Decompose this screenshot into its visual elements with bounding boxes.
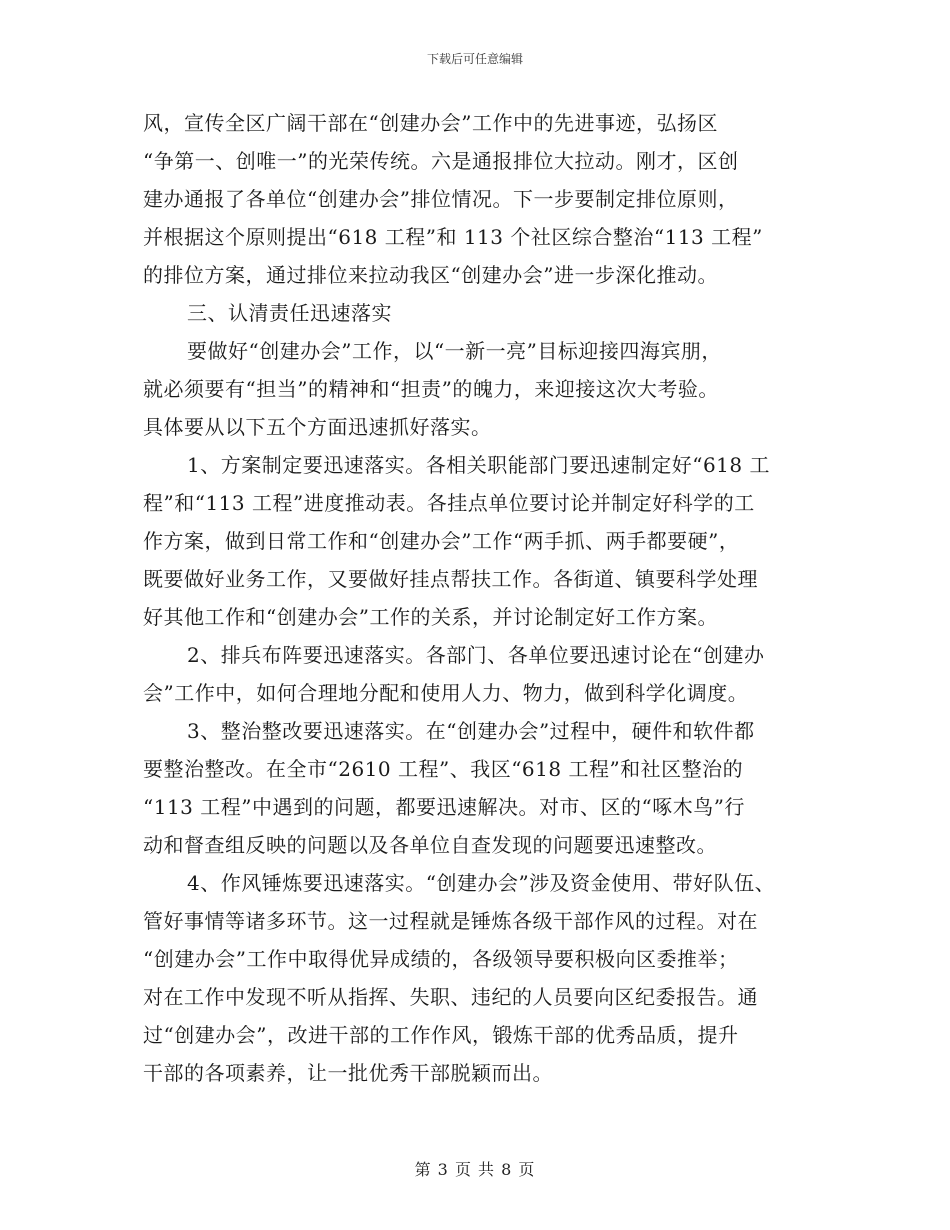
text-line-5: 的排位方案，通过排位来拉动我区“创建办会”进一步深化推动。 [143,263,718,287]
text-line-4: 并根据这个原则提出“618 工程”和 113 个社区综合整治“113 工程” [143,225,763,249]
text-line-11: 程”和“113 工程”进度推动表。各挂点单位要讨论并制定好科学的工 [143,491,755,515]
text-line-7: 要做好“创建办会”工作，以“一新一亮”目标迎接四海宾朋， [187,339,722,363]
text-line-18: 要整治整改。在全市“2610 工程”、我区“618 工程”和社区整治的 [143,757,744,781]
text-line-8: 就必须要有“担当”的精神和“担责”的魄力，来迎接这次大考验。 [143,377,719,401]
text-line-15: 2、排兵布阵要迅速落实。各部门、各单位要迅速讨论在“创建办 [187,643,765,667]
section-heading: 三、认清责任迅速落实 [187,301,392,325]
text-line-25: 过“创建办会”，改进干部的工作作风，锻炼干部的优秀品质，提升 [143,1023,739,1047]
text-line-14: 好其他工作和“创建办会”工作的关系，并讨论制定好工作方案。 [143,605,718,629]
text-line-23: “创建办会”工作中取得优异成绩的，各级领导要积极向区委推举； [143,947,739,971]
text-line-9: 具体要从以下五个方面迅速抓好落实。 [143,415,492,439]
text-line-19: “113 工程”中遇到的问题，都要迅速解决。对市、区的“啄木鸟”行 [143,795,745,819]
text-line-22: 管好事情等诸多环节。这一过程就是锤炼各级干部作风的过程。对在 [143,909,758,933]
text-line-24: 对在工作中发现不听从指挥、失职、违纪的人员要向区纪委报告。通 [143,985,758,1009]
text-line-13: 既要做好业务工作，又要做好挂点帮扶工作。各街道、镇要科学处理 [143,567,758,591]
text-line-12: 作方案，做到日常工作和“创建办会”工作“两手抓、两手都要硬”， [143,529,740,553]
text-line-21: 4、作风锤炼要迅速落实。“创建办会”涉及资金使用、带好队伍、 [187,871,776,895]
page-footer: 第 3 页 共 8 页 [414,1160,536,1179]
text-line-20: 动和督查组反映的问题以及各单位自查发现的问题要迅速整改。 [143,833,717,857]
text-line-2: “争第一、创唯一”的光荣传统。六是通报排位大拉动。刚才，区创 [143,149,739,173]
text-line-26: 干部的各项素养，让一批优秀干部脱颖而出。 [143,1061,553,1085]
text-line-17: 3、整治整改要迅速落实。在“创建办会”过程中，硬件和软件都 [187,719,755,743]
text-line-16: 会”工作中，如何合理地分配和使用人力、物力，做到科学化调度。 [143,681,749,705]
text-line-3: 建办通报了各单位“创建办会”排位情况。下一步要制定排位原则， [143,187,739,211]
text-line-1: 风，宣传全区广阔干部在“创建办会”工作中的先进事迹，弘扬区 [143,111,718,135]
text-line-10: 1、方案制定要迅速落实。各相关职能部门要迅速制定好“618 工 [187,453,770,477]
document-body [143,104,843,1092]
page-header: 下载后可任意编辑 [426,52,523,66]
